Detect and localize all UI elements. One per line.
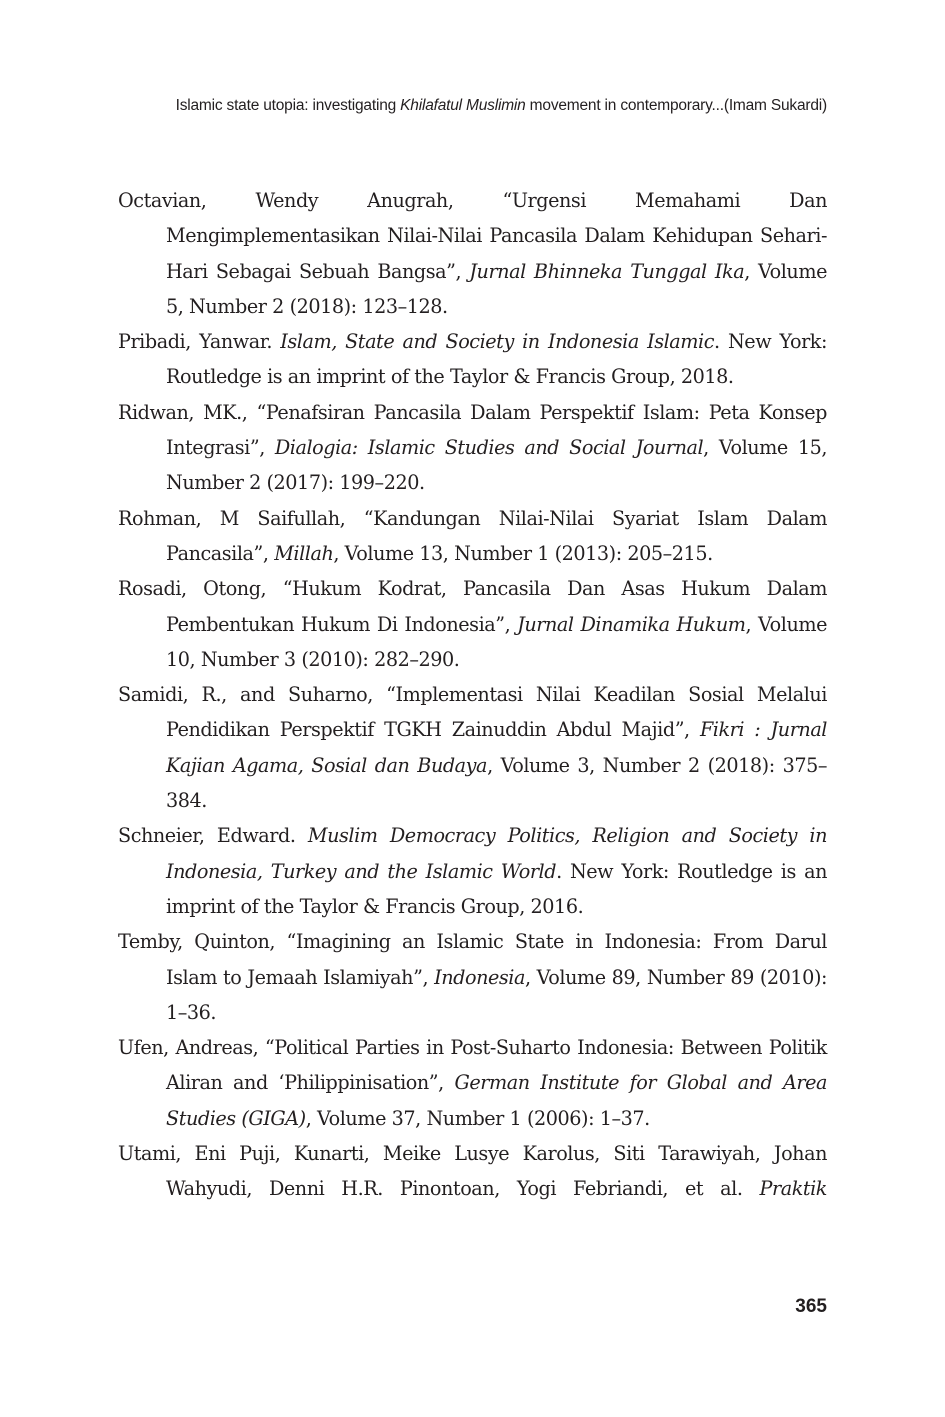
reference-entry: Utami, Eni Puji, Kunarti, Meike Lusye Karolus, Siti Tarawiyah, Johan Wahyudi, Denni H.R. Pinontoan, Yogi Febriandi, et al. Praktik xyxy=(118,1142,827,1201)
page-number: 365 xyxy=(795,1296,827,1317)
journal-title: Indonesia xyxy=(434,965,525,989)
journal-title: Jurnal Dinamika Hukum xyxy=(517,612,746,636)
reference-entry: Octavian, Wendy Anugrah, “Urgensi Memahami Dan Mengimplementasikan Nilai-Nilai Pancasila Dalam Kehidupan Sehari-Hari Sebagai Sebuah Bangsa”, Jurnal Bhinneka Tunggal Ika, Volume 5, Number 2 (2018): 123–128. xyxy=(118,189,827,318)
journal-title: Dialogia: Islamic Studies and Social Journal xyxy=(274,436,704,460)
reference-entry: Ufen, Andreas, “Political Parties in Post-Suharto Indonesia: Between Politik Aliran and ‘Philippinisation”, German Institute for Global and Area Studies (GIGA), Volume 37, Number 1 (2006): 1–37. xyxy=(118,1036,827,1130)
running-head-text-end: movement in contemporary...(Imam Sukardi) xyxy=(525,97,827,114)
running-head xyxy=(118,97,827,115)
reference-list xyxy=(118,183,827,1207)
reference-entry: Rosadi, Otong, “Hukum Kodrat, Pancasila Dan Asas Hukum Dalam Pembentukan Hukum Di Indonesia”, Jurnal Dinamika Hukum, Volume 10, Number 3 (2010): 282–290. xyxy=(118,577,827,671)
book-title: Islam, State and Society in Indonesia Islamic xyxy=(280,330,715,354)
reference-entry: Schneier, Edward. Muslim Democracy Politics, Religion and Society in Indonesia, Turkey and the Islamic World. New York: Routledge is an imprint of the Taylor & Francis Group, 2016. xyxy=(118,824,828,918)
journal-title: Millah xyxy=(274,541,334,565)
reference-entry: Rohman, M Saifullah, “Kandungan Nilai-Nilai Syariat Islam Dalam Pancasila”, Millah, Volume 13, Number 1 (2013): 205–215. xyxy=(118,506,827,565)
journal-title: German Institute for Global and Area Studies (GIGA) xyxy=(166,1071,827,1130)
reference-entry: Samidi, R., and Suharno, “Implementasi Nilai Keadilan Sosial Melalui Pendidikan Perspektif TGKH Zainuddin Abdul Majid”, Fikri : Jurnal Kajian Agama, Sosial dan Budaya, Volume 3, Number 2 (2018): 375–384. xyxy=(118,683,828,813)
running-head-italic: Khilafatul Muslimin xyxy=(400,97,526,114)
reference-entry: Ridwan, MK., “Penafsiran Pancasila Dalam Perspektif Islam: Peta Konsep Integrasi”, Dialogia: Islamic Studies and Social Journal, Volume 15, Number 2 (2017): 199–220. xyxy=(118,400,827,495)
journal-title: Fikri : Jurnal Kajian Agama, Sosial dan Budaya xyxy=(166,718,827,777)
running-head-text: Islamic state utopia: investigating xyxy=(175,97,401,114)
book-title: Muslim Democracy Politics, Religion and Society in Indonesia, Turkey and the Islamic World xyxy=(166,824,828,883)
reference-entry: Pribadi, Yanwar. Islam, State and Society in Indonesia Islamic. New York: Routledge is an imprint of the Taylor & Francis Group, 2018. xyxy=(118,330,828,389)
book-title: Praktik xyxy=(759,1177,827,1201)
reference-entry: Temby, Quinton, “Imagining an Islamic State in Indonesia: From Darul Islam to Jemaah Islamiyah”, Indonesia, Volume 89, Number 89 (2010): 1–36. xyxy=(118,930,827,1024)
journal-title: Jurnal Bhinneka Tunggal Ika xyxy=(469,259,745,283)
